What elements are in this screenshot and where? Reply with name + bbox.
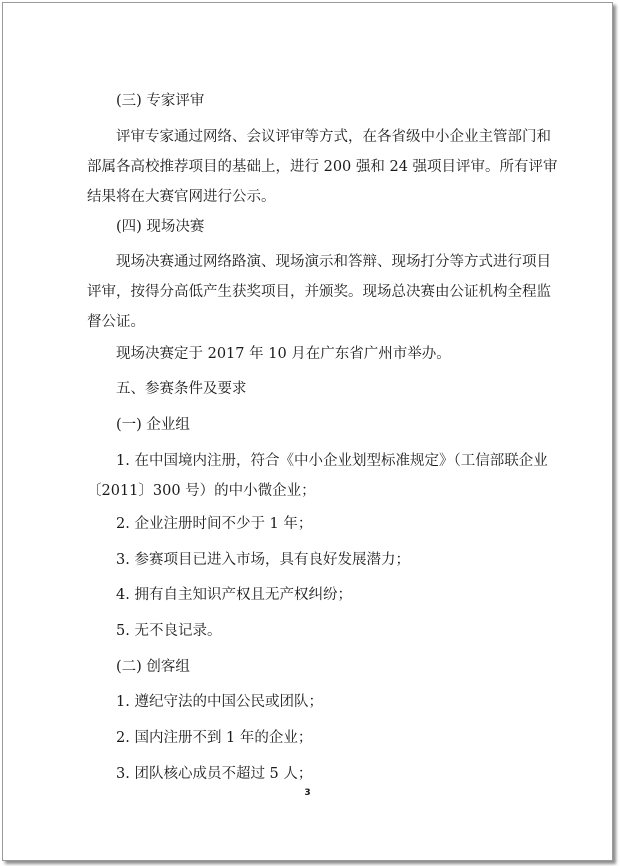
paragraph-final [87, 247, 551, 337]
text-line: 3. 参赛项目已进入市场，具有良好发展潜力； [116, 552, 410, 568]
heading-enterprise-group: (一) 企业组 [116, 417, 190, 433]
text-line: 1. 在中国境内注册，符合《中小企业划型标准规定》（工信部联企业 [116, 453, 548, 469]
list-item-maker-1 [87, 687, 539, 717]
text-line: 4. 拥有自主知识产权且无产权纠纷； [116, 587, 352, 603]
list-item-enterprise-4 [87, 580, 539, 610]
list-item-maker-3 [87, 759, 539, 789]
heading-maker-group: (二) 创客组 [116, 659, 190, 675]
text-line: 督公证。 [87, 314, 145, 330]
list-item-enterprise-5 [87, 616, 539, 646]
list-item-enterprise-2 [87, 509, 539, 539]
paragraph-final-location [87, 339, 539, 369]
text-line: 现场决赛定于 2017 年 10 月在广东省广州市举办。 [116, 346, 451, 362]
text-line: 2. 企业注册时间不少于 1 年； [116, 516, 313, 532]
list-item-enterprise-3 [87, 545, 539, 575]
text-line: 结果将在大赛官网进行公示。 [87, 189, 276, 205]
text-line: 部属各高校推荐项目的基础上，进行 200 强和 24 强项目评审。所有评审 [87, 159, 558, 175]
text-line: 5. 无不良记录。 [116, 623, 222, 639]
text-line: 评审，按得分高低产生获奖项目，并颁奖。现场总决赛由公证机构全程监 [87, 284, 551, 300]
text-line: 〔2011〕300 号）的中小微企业； [87, 483, 316, 499]
heading-final: (四) 现场决赛 [116, 219, 205, 235]
list-item-enterprise-1 [87, 446, 548, 506]
text-line: 评审专家通过网络、会议评审等方式，在各省级中小企业主管部门和 [116, 129, 551, 145]
text-line: 3. 团队核心成员不超过 5 人； [116, 766, 313, 782]
heading-conditions: 五、参赛条件及要求 [116, 381, 247, 397]
text-line: 1. 遵纪守法的中国公民或团队； [116, 694, 323, 710]
page-number: 3 [304, 788, 311, 798]
paragraph-expert-review [87, 122, 558, 212]
text-line: 现场决赛通过网络路演、现场演示和答辩、现场打分等方式进行项目 [116, 254, 551, 270]
heading-expert-review: (三) 专家评审 [116, 93, 205, 109]
list-item-maker-2 [87, 723, 539, 753]
document-page [2, 2, 613, 861]
text-line: 2. 国内注册不到 1 年的企业； [116, 730, 313, 746]
